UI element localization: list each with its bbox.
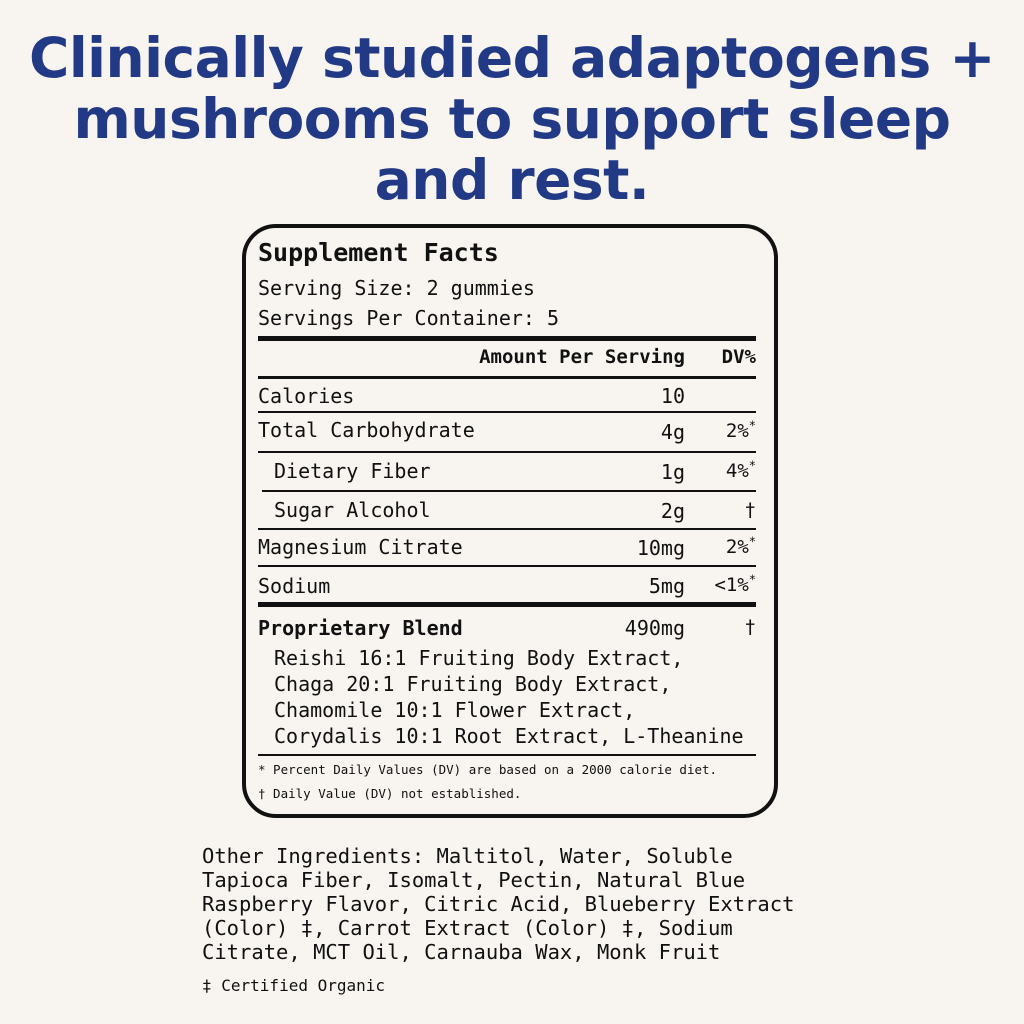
row-dv-dietary-fiber: 4%* <box>725 458 756 482</box>
row-dv-total-carbohydrate: 2%* <box>725 418 756 442</box>
row-dv-magnesium-citrate: 2%* <box>725 534 756 558</box>
row-amount-dietary-fiber: 1g <box>660 460 685 484</box>
blend-ingredient: Chaga 20:1 Fruiting Body Extract, <box>274 672 672 696</box>
row-amount-sugar-alcohol: 2g <box>660 499 685 523</box>
other-ingredients-line: (Color) ‡, Carrot Extract (Color) ‡, Sodium <box>202 916 733 940</box>
blend-ingredient: Reishi 16:1 Fruiting Body Extract, <box>274 646 684 670</box>
facts-title: Supplement Facts <box>258 238 499 267</box>
blend-amount: 490mg <box>624 616 685 640</box>
thick-divider <box>258 336 756 341</box>
row-label-sugar-alcohol: Sugar Alcohol <box>274 498 431 522</box>
col-dv-header: DV% <box>721 346 756 368</box>
headline <box>0 28 1024 211</box>
headline-line-3: and rest. <box>374 148 650 212</box>
certified-organic-note: ‡ Certified Organic <box>202 976 386 995</box>
row-divider <box>258 565 756 567</box>
asterisk-mark: * <box>748 534 756 549</box>
row-label-magnesium-citrate: Magnesium Citrate <box>258 535 463 559</box>
row-amount-calories: 10 <box>660 384 685 408</box>
row-divider <box>262 490 756 492</box>
other-ingredients-line: Other Ingredients: Maltitol, Water, Soluble <box>202 844 733 868</box>
footnote-dv-not-established: † Daily Value (DV) not established. <box>258 786 522 801</box>
serving-size: Serving Size: 2 gummies <box>258 276 535 300</box>
row-label-sodium: Sodium <box>258 574 331 598</box>
blend-ingredient: Chamomile 10:1 Flower Extract, <box>274 698 636 722</box>
headline-line-2: mushrooms to support sleep <box>73 87 951 151</box>
asterisk-mark: * <box>748 572 756 587</box>
blend-label: Proprietary Blend <box>258 616 463 640</box>
other-ingredients-line: Tapioca Fiber, Isomalt, Pectin, Natural Blue <box>202 868 746 892</box>
row-amount-sodium: 5mg <box>648 574 685 598</box>
other-ingredients-line: Citrate, MCT Oil, Carnauba Wax, Monk Fruit <box>202 940 721 964</box>
col-amount-header: Amount Per Serving <box>479 346 685 368</box>
blend-ingredient: Corydalis 10:1 Root Extract, L-Theanine <box>274 724 744 748</box>
header-divider <box>258 376 756 379</box>
row-label-dietary-fiber: Dietary Fiber <box>274 459 431 483</box>
row-divider <box>258 411 756 413</box>
row-divider <box>258 451 756 453</box>
asterisk-mark: * <box>748 418 756 433</box>
servings-per-container: Servings Per Container: 5 <box>258 306 560 330</box>
footnote-divider <box>258 754 756 756</box>
row-amount-total-carbohydrate: 4g <box>660 420 685 444</box>
other-ingredients-line: Raspberry Flavor, Citric Acid, Blueberry Extract <box>202 892 795 916</box>
row-divider <box>258 528 756 530</box>
row-label-total-carbohydrate: Total Carbohydrate <box>258 418 475 442</box>
row-dv-sodium: <1%* <box>714 572 756 596</box>
blend-dv: † <box>744 616 756 638</box>
row-dv-sugar-alcohol: † <box>744 499 756 521</box>
row-amount-magnesium-citrate: 10mg <box>636 536 685 560</box>
asterisk-mark: * <box>748 458 756 473</box>
row-label-calories: Calories <box>258 384 355 408</box>
footnote-dv-basis: * Percent Daily Values (DV) are based on a 2000 calorie diet. <box>258 762 718 777</box>
headline-line-1: Clinically studied adaptogens + <box>28 26 996 90</box>
thick-divider <box>258 602 756 607</box>
